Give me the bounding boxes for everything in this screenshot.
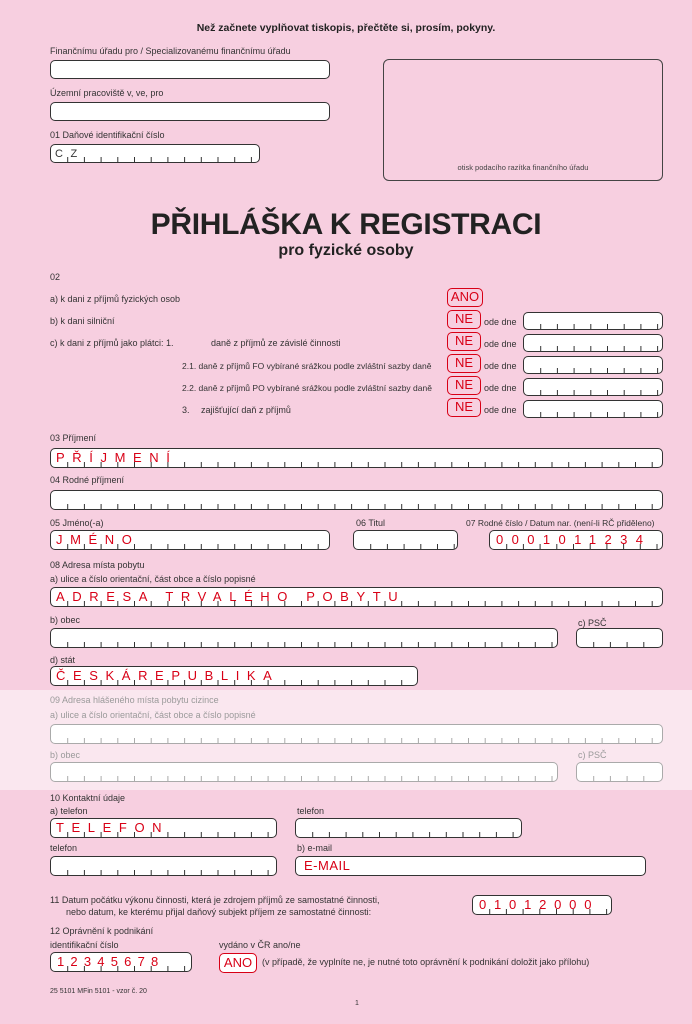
issued-label: vydáno v ČR ano/ne [219, 940, 301, 950]
tick-marks [51, 776, 557, 781]
section-02c21-label: 2.1. daně z příjmů FO vybírané srážkou podle zvláštní sazby daně [182, 361, 432, 371]
tick-marks [51, 642, 557, 647]
tick-marks [577, 642, 662, 647]
since-label: ode dne [484, 317, 517, 327]
email-label: b) e-mail [297, 843, 333, 853]
first-name-field[interactable] [50, 530, 330, 550]
section-06-label: 06 Titul [356, 518, 386, 528]
business-id-value: 12345678 [57, 954, 165, 969]
phone-3-field[interactable] [50, 856, 277, 876]
phone-a-label: a) telefon [50, 806, 88, 816]
tick-marks [51, 870, 276, 875]
section-02b-value[interactable]: NE [447, 310, 481, 329]
section-02c21-value[interactable]: NE [447, 354, 481, 373]
since-date-b[interactable] [523, 312, 663, 330]
tick-marks [524, 368, 662, 373]
country-field[interactable] [50, 666, 418, 686]
since-date-c3[interactable] [523, 400, 663, 418]
office-label: Finančnímu úřadu pro / Specializovanému finančnímu úřadu [50, 46, 291, 56]
since-label: ode dne [484, 383, 517, 393]
section-05-label: 05 Jméno(-a) [50, 518, 104, 528]
since-date-c21[interactable] [523, 356, 663, 374]
tax-id-label: 01 Daňové identifikační číslo [50, 130, 165, 140]
email-field[interactable] [295, 856, 646, 876]
business-id-label: identifikační číslo [50, 940, 119, 950]
title-field[interactable] [353, 530, 458, 550]
foreigner-town-field[interactable] [50, 762, 558, 782]
phone-3-label: telefon [50, 843, 78, 853]
section-08b-label: b) obec [50, 615, 81, 625]
section-02c3-value[interactable]: NE [447, 398, 481, 417]
since-date-c22[interactable] [523, 378, 663, 396]
section-02c3-label: zajišťující daň z příjmů [201, 405, 291, 415]
section-02-label: 02 [50, 272, 61, 282]
section-02a-label: a) k dani z příjmů fyzických osob [50, 294, 181, 304]
section-09c-label: c) PSČ [578, 750, 607, 760]
foreigner-street-field[interactable] [50, 724, 663, 744]
section-02c1-label: daně z příjmů ze závislé činnosti [211, 338, 341, 348]
tick-marks [51, 504, 662, 509]
phone-2-field[interactable] [295, 818, 522, 838]
town-field[interactable] [50, 628, 558, 648]
tick-marks [524, 346, 662, 351]
section-11-label-1: 11 Datum počátku výkonu činnosti, která je zdrojem příjmů ze samostatné činnosti, [50, 895, 380, 905]
form-subtitle: pro fyzické osoby [278, 242, 414, 259]
section-08d-label: d) stát [50, 655, 76, 665]
section-09-label: 09 Adresa hlášeného místa pobytu cizince [50, 695, 219, 705]
birth-number-field[interactable] [489, 530, 663, 550]
branch-label: Územní pracoviště v, ve, pro [50, 88, 164, 98]
start-date-field[interactable] [472, 895, 612, 915]
section-02c22-value[interactable]: NE [447, 376, 481, 395]
issued-value[interactable]: ANO [219, 953, 257, 973]
section-02a-value[interactable]: ANO [447, 288, 483, 307]
street-field[interactable] [50, 587, 663, 607]
stamp-area [383, 59, 663, 181]
instructions-header: Než začnete vyplňovat tiskopis, přečtěte si, prosím, pokyny. [196, 22, 496, 34]
since-label: ode dne [484, 405, 517, 415]
first-name-value: JMÉNO [56, 532, 140, 547]
country-value: ČESKÁREPUBLIKA [56, 668, 280, 683]
section-09a-label: a) ulice a číslo orientační, část obce a číslo popisné [50, 710, 256, 720]
section-11-label-2: nebo datum, ke kterému přijal daňový subjekt příjem ze samostatné činnosti: [66, 907, 372, 917]
birth-number-value: 0001011234 [496, 532, 652, 547]
section-02c3-num: 3. [182, 405, 190, 415]
branch-field[interactable] [50, 102, 330, 121]
section-02c22-label: 2.2. daně z příjmů PO vybírané srážkou podle zvláštní sazby daně [182, 383, 432, 393]
section-08a-label: a) ulice a číslo orientační, část obce a číslo popisné [50, 574, 256, 584]
stamp-label: otisk podacího razítka finančního úřadu [457, 163, 589, 172]
since-date-c1[interactable] [523, 334, 663, 352]
start-date-value: 01012000 [479, 897, 600, 912]
section-10-label: 10 Kontaktní údaje [50, 793, 126, 803]
phone-a-value: TELEFON [56, 820, 170, 835]
form-title: PŘIHLÁŠKA K REGISTRACI [150, 208, 542, 241]
foreigner-zip-field[interactable] [576, 762, 663, 782]
section-08-label: 08 Adresa místa pobytu [50, 560, 145, 570]
tick-marks [524, 324, 662, 329]
birth-surname-field[interactable] [50, 490, 663, 510]
section-02b-label: b) k dani silniční [50, 316, 115, 326]
footer-code: 25 5101 MFin 5101 - vzor č. 20 [50, 988, 147, 995]
office-field[interactable] [50, 60, 330, 79]
phone-a-field[interactable] [50, 818, 277, 838]
surname-field[interactable] [50, 448, 663, 468]
issued-note: (v případě, že vyplníte ne, je nutné toto oprávnění k podnikání doložit jako přílohu) [262, 957, 590, 967]
email-value: E-MAIL [304, 858, 351, 873]
section-09b-label: b) obec [50, 750, 81, 760]
surname-value: PŘÍJMENÍ [56, 450, 178, 465]
section-04-label: 04 Rodné příjmení [50, 475, 125, 485]
tax-id-field[interactable] [50, 144, 260, 163]
section-08c-label: c) PSČ [578, 618, 607, 628]
tick-marks [524, 412, 662, 417]
since-label: ode dne [484, 361, 517, 371]
tick-marks [524, 390, 662, 395]
tick-marks [577, 776, 662, 781]
section-03-label: 03 Příjmení [50, 433, 97, 443]
section-02c-label: c) k dani z příjmů jako plátci: 1. [50, 338, 174, 348]
tick-marks [51, 738, 662, 743]
since-label: ode dne [484, 339, 517, 349]
section-07-label: 07 Rodné číslo / Datum nar. (není-li RČ přiděleno) [466, 518, 655, 528]
section-12-label: 12 Oprávnění k podnikání [50, 926, 154, 936]
street-value: ADRESA TRVALÉHO POBYTU [56, 589, 406, 604]
tax-id-value: CZ [55, 148, 85, 160]
zip-field[interactable] [576, 628, 663, 648]
section-02c1-value[interactable]: NE [447, 332, 481, 351]
page-number: 1 [355, 1000, 359, 1007]
business-id-field[interactable] [50, 952, 192, 972]
tick-marks [296, 832, 521, 837]
tick-marks [354, 544, 457, 549]
phone-2-label: telefon [297, 806, 325, 816]
